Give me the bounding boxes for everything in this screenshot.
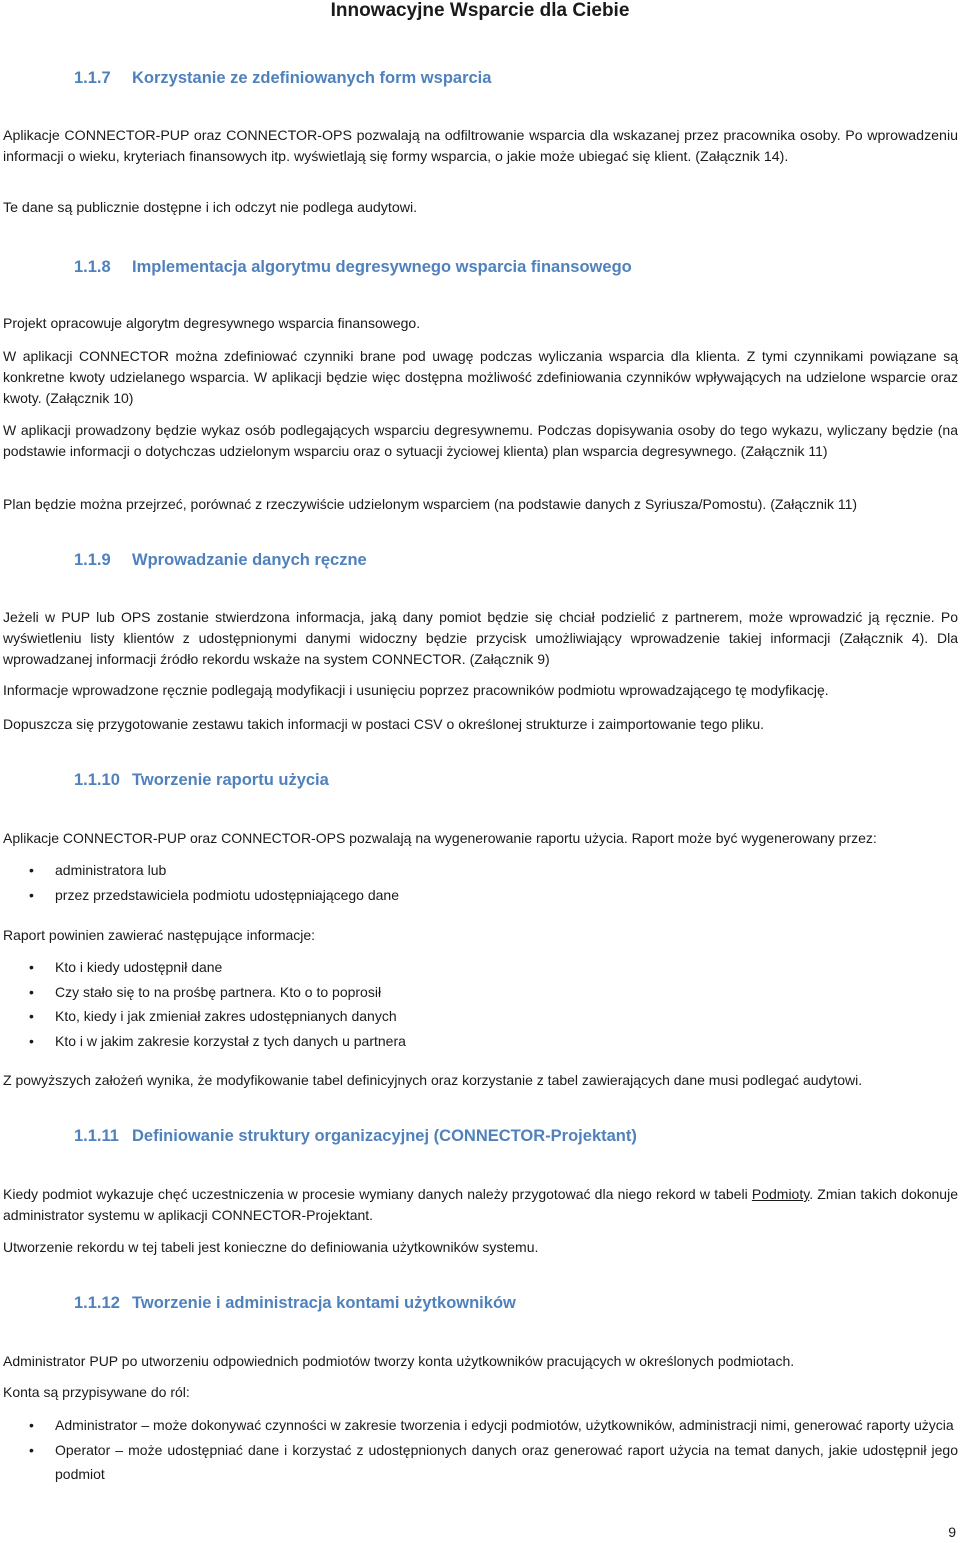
paragraph: Z powyższych założeń wynika, że modyfikowanie tabel definicyjnych oraz korzystanie z tabel zawierających dane musi podlegać audytowi. bbox=[3, 1072, 863, 1088]
list-item: • Kto, kiedy i jak zmieniał zakres udostępnianych danych bbox=[3, 1004, 958, 1029]
section-heading-1-1-10 bbox=[74, 771, 329, 790]
paragraph: Kiedy podmiot wykazuje chęć uczestniczenia w procesie wymiany danych należy przygotować dla niego rekord w tabeli Podmioty. Zmian takich dokonuje administrator systemu w aplikacji CONNECTOR-Projektant. bbox=[3, 1186, 958, 1223]
paragraph: Dopuszcza się przygotowanie zestawu takich informacji w postaci CSV o określonej strukturze i zaimportowanie tego pliku. bbox=[3, 716, 765, 732]
paragraph: W aplikacji prowadzony będzie wykaz osób podlegających wsparciu degresywnemu. Podczas dopisywania osoby do tego wykazu, wyliczany będzie (na podstawie informacji o dotychczas udzielonym wsparciu oraz o sytuacji życiowej klienta) plan wsparcia degresywnego. (Załącznik 11) bbox=[3, 422, 958, 459]
bullet-icon: • bbox=[29, 886, 34, 903]
paragraph: Utworzenie rekordu w tej tabeli jest konieczne do definiowania użytkowników systemu. bbox=[3, 1239, 539, 1255]
section-title: Implementacja algorytmu degresywnego wsparcia finansowego bbox=[132, 258, 632, 276]
paragraph: Plan będzie można przejrzeć, porównać z rzeczywiście udzielonym wsparciem (na podstawie danych z Syriusza/Pomostu). (Załącznik 11) bbox=[3, 496, 858, 512]
section-title: Tworzenie raportu użycia bbox=[132, 771, 329, 789]
section-number: 1.1.10 bbox=[74, 771, 120, 789]
section-title: Definiowanie struktury organizacyjnej (CONNECTOR-Projektant) bbox=[132, 1127, 637, 1145]
section-heading-1-1-9 bbox=[74, 551, 367, 570]
paragraph: Jeżeli w PUP lub OPS zostanie stwierdzona informacja, jaką dany pomiot będzie się chciał podzielić z partnerem, może wprowadzić ją ręcznie. Po wyświetleniu listy klientów z udostępnionymi danymi widoczny będzie przycisk umożliwiający wprowadzenie takiej informacji (Załącznik 4). Dla wprowadzanej informacji źródło rekordu wskaże na system CONNECTOR. (Załącznik 9) bbox=[3, 609, 958, 667]
bullet-icon: • bbox=[29, 1417, 34, 1433]
paragraph: Informacje wprowadzone ręcznie podlegają modyfikacji i usunięciu poprzez pracowników podmiotu wprowadzającego tę modyfikację. bbox=[3, 682, 829, 698]
section-title: Wprowadzanie danych ręczne bbox=[132, 551, 367, 569]
bullet-icon: • bbox=[29, 1441, 34, 1458]
paragraph: Konta są przypisywane do ról: bbox=[3, 1384, 190, 1400]
list-item: • Kto i w jakim zakresie korzystał z tych danych u partnera bbox=[3, 1029, 958, 1054]
section-number: 1.1.9 bbox=[74, 551, 111, 569]
bullet-list bbox=[3, 955, 958, 1053]
paragraph: W aplikacji CONNECTOR można zdefiniować czynniki brane pod uwagę podczas wyliczania wsparcia dla klienta. Z tymi czynnikami powiązane są konkretne kwoty udzielanego wsparcia. W aplikacji będzie więc dostępna możliwość zdefiniowania czynników wpływających na udzielone wsparcie oraz kwoty. (Załącznik 10) bbox=[3, 348, 958, 406]
paragraph: Aplikacje CONNECTOR-PUP oraz CONNECTOR-OPS pozwalają na odfiltrowanie wsparcia dla wskazanej przez pracownika osoby. Po wprowadzeniu informacji o wieku, kryteriach finansowych itp. wyświetlają się formy wsparcia, o jakie może ubiegać się klient. (Załącznik 14). bbox=[3, 128, 958, 165]
section-heading-1-1-7 bbox=[74, 69, 491, 88]
paragraph: Administrator PUP po utworzeniu odpowiednich podmiotów tworzy konta użytkowników pracujących w określonych podmiotach. bbox=[3, 1353, 795, 1369]
section-heading-1-1-12 bbox=[74, 1294, 516, 1313]
bullet-icon: • bbox=[29, 1032, 34, 1049]
section-number: 1.1.8 bbox=[74, 258, 111, 276]
bullet-list bbox=[3, 858, 958, 907]
section-number: 1.1.12 bbox=[74, 1294, 120, 1312]
section-number: 1.1.11 bbox=[74, 1127, 119, 1145]
page-number: 9 bbox=[948, 1524, 956, 1540]
paragraph: Projekt opracowuje algorytm degresywnego wsparcia finansowego. bbox=[3, 315, 421, 331]
list-item: • przez przedstawiciela podmiotu udostępniającego dane bbox=[3, 883, 958, 908]
section-heading-1-1-11 bbox=[74, 1127, 637, 1146]
list-item: • Czy stało się to na prośbę partnera. Kto o to poprosił bbox=[3, 980, 958, 1005]
section-title: Korzystanie ze zdefiniowanych form wsparcia bbox=[132, 69, 492, 87]
bullet-icon: • bbox=[29, 959, 34, 975]
paragraph: Aplikacje CONNECTOR-PUP oraz CONNECTOR-OPS pozwalają na wygenerowanie raportu użycia. Raport może być wygenerowany przez: bbox=[3, 830, 877, 846]
section-title: Tworzenie i administracja kontami użytkowników bbox=[132, 1294, 516, 1312]
list-item: • Kto i kiedy udostępnił dane bbox=[3, 955, 958, 980]
bullet-icon: • bbox=[29, 983, 34, 1000]
list-item: • Administrator – może dokonywać czynności w zakresie tworzenia i edycji podmiotów, użytkowników, administracji nimi, generować raporty użycia bbox=[3, 1413, 958, 1438]
paragraph: Raport powinien zawierać następujące informacje: bbox=[3, 927, 316, 943]
list-item: • administratora lub bbox=[3, 858, 958, 883]
section-number: 1.1.7 bbox=[74, 69, 111, 87]
paragraph: Te dane są publicznie dostępne i ich odczyt nie podlega audytowi. bbox=[3, 200, 418, 216]
bullet-list bbox=[3, 1413, 958, 1487]
page-header: Innowacyjne Wsparcie dla Ciebie bbox=[330, 0, 630, 21]
section-heading-1-1-8 bbox=[74, 258, 632, 277]
bullet-icon: • bbox=[29, 862, 34, 878]
table-name-link: Podmioty bbox=[751, 1186, 810, 1202]
list-item: • Operator – może udostępniać dane i korzystać z udostępnionych danych oraz generować raport użycia na temat danych, jakie udostępnił jego podmiot bbox=[3, 1438, 958, 1487]
bullet-icon: • bbox=[29, 1008, 34, 1024]
